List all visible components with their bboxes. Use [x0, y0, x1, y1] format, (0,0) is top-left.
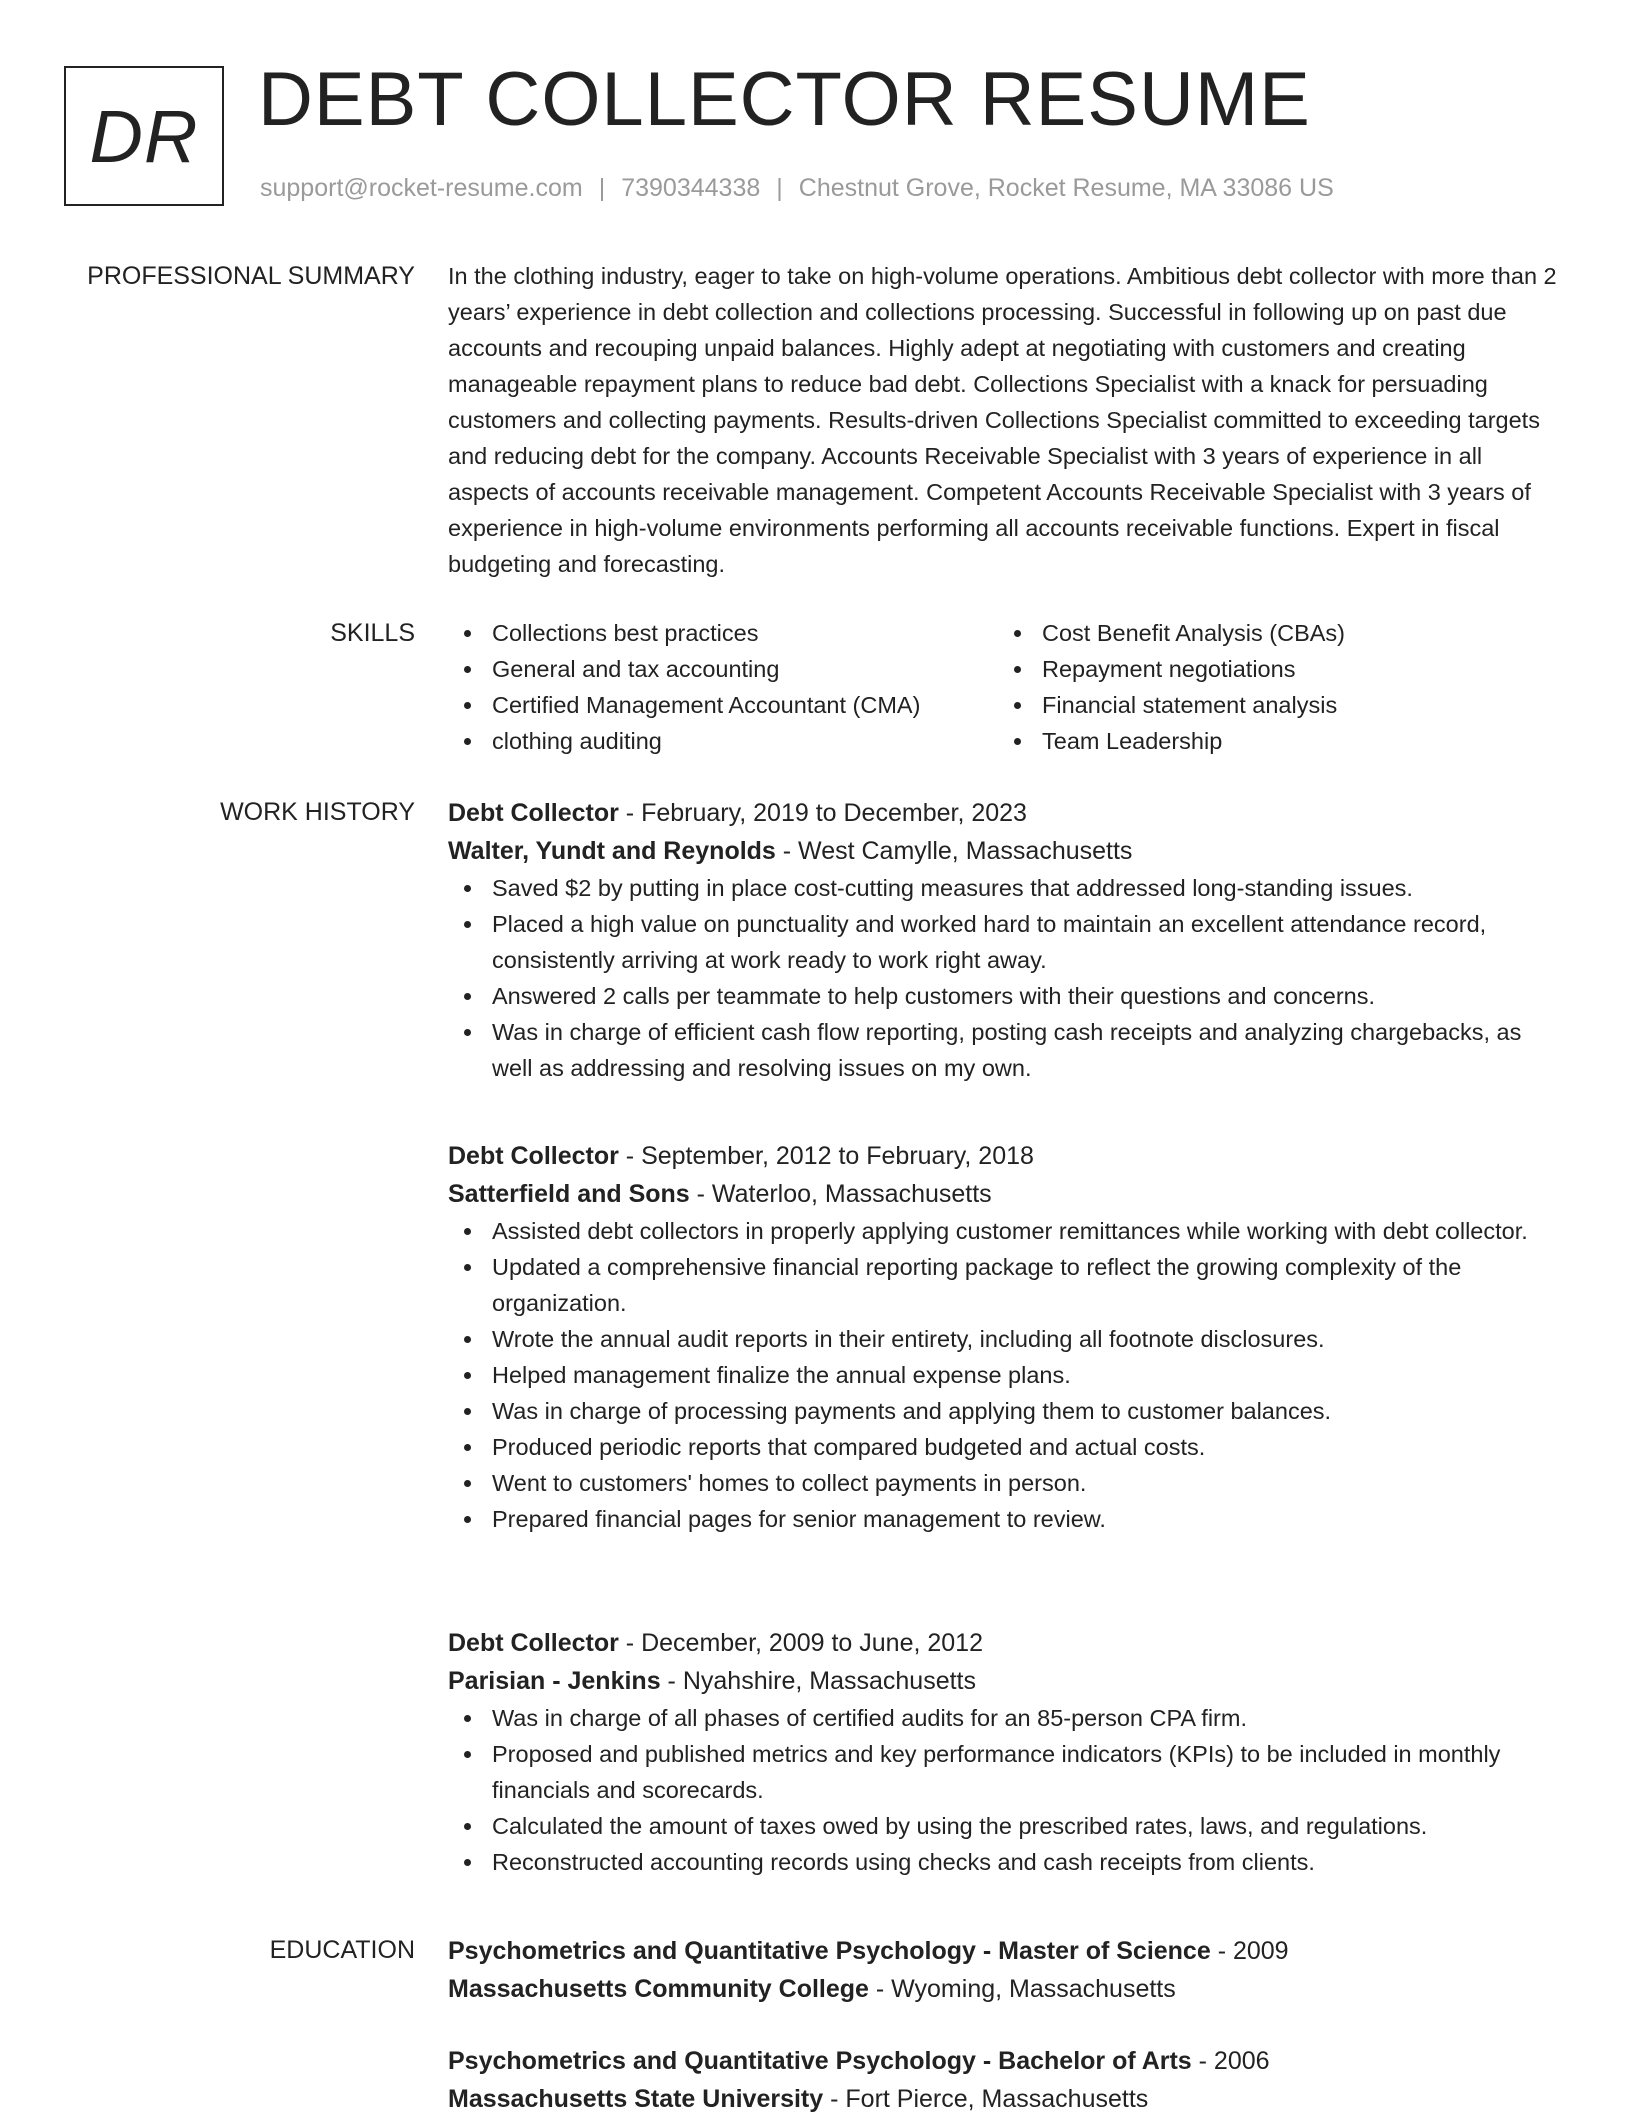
skill-item: General and tax accounting: [448, 651, 998, 687]
contact-line: [260, 174, 1334, 203]
skill-item: Cost Benefit Analysis (CBAs): [998, 615, 1548, 651]
skills-grid: [448, 615, 1568, 759]
job-duty: Calculated the amount of taxes owed by using the prescribed rates, laws, and regulations.: [448, 1808, 1568, 1844]
job-duty: Helped management finalize the annual expense plans.: [448, 1357, 1568, 1393]
job-location: - Nyahshire, Massachusetts: [660, 1667, 977, 1695]
job-dates: - September, 2012 to February, 2018: [618, 1142, 1034, 1170]
job-title: Debt Collector: [448, 1629, 619, 1657]
skill-item: Financial statement analysis: [998, 687, 1548, 723]
job-duty: Was in charge of efficient cash flow reporting, posting cash receipts and analyzing chargebacks, as well as addressing and resolving issues on my own.: [448, 1014, 1568, 1086]
job-company: Walter, Yundt and Reynolds: [448, 837, 776, 865]
page-title: DEBT COLLECTOR RESUME: [258, 57, 1311, 142]
summary-text: In the clothing industry, eager to take on high-volume operations. Ambitious debt collector with more than 2 years’ experience in debt collection and collections processing. Successful in following up on past due accounts and recouping unpaid balances. Highly adept at negotiating with customers and creating manageable repayment plans to reduce bad debt. Collections Specialist with a knack for persuading customers and collecting payments. Results-driven Collections Specialist committed to exceeding targets and reducing debt for the company. Accounts Receivable Specialist with 3 years of experience in all aspects of accounts receivable management. Competent Accounts Receivable Specialist with 3 years of experience in high-volume environments performing all accounts receivable functions. Expert in fiscal budgeting and forecasting.: [448, 263, 1557, 577]
skill-item: Certified Management Accountant (CMA): [448, 687, 998, 723]
education-entry: [448, 1932, 1568, 2008]
education-degree-line: [448, 1932, 1568, 1970]
job-duty: Reconstructed accounting records using checks and cash receipts from clients.: [448, 1844, 1568, 1880]
job-duties: [448, 1700, 1568, 1880]
job-duties: [448, 1213, 1568, 1537]
job-company-line: [448, 832, 1568, 870]
job-duty: Prepared financial pages for senior management to review.: [448, 1501, 1568, 1537]
monogram-logo: DR: [64, 66, 224, 206]
job-company: Parisian - Jenkins: [448, 1667, 661, 1695]
contact-phone: 7390344338: [621, 174, 761, 202]
skills-body: [448, 615, 1568, 759]
job-duty: Was in charge of all phases of certified audits for an 85-person CPA firm.: [448, 1700, 1568, 1736]
education-degree: Psychometrics and Quantitative Psychology - Bachelor of Arts: [448, 2047, 1192, 2075]
job-duty: Was in charge of processing payments and applying them to customer balances.: [448, 1393, 1568, 1429]
education-year: - 2006: [1191, 2047, 1270, 2075]
job-location: - Waterloo, Massachusetts: [689, 1180, 992, 1208]
job-company-line: [448, 1175, 1568, 1213]
job-duty: Assisted debt collectors in properly applying customer remittances while working with debt collector.: [448, 1213, 1568, 1249]
job-location: - West Camylle, Massachusetts: [775, 837, 1133, 865]
job-duty: Produced periodic reports that compared budgeted and actual costs.: [448, 1429, 1568, 1465]
job-duty: Updated a comprehensive financial reporting package to reflect the growing complexity of the organization.: [448, 1249, 1568, 1321]
job-dates: - December, 2009 to June, 2012: [618, 1629, 983, 1657]
job-duty: Went to customers' homes to collect payments in person.: [448, 1465, 1568, 1501]
skills-heading: SKILLS: [330, 619, 415, 647]
job-title-line: [448, 794, 1568, 832]
job-title-line: [448, 1137, 1568, 1175]
contact-address: Chestnut Grove, Rocket Resume, MA 33086 US: [798, 174, 1334, 202]
education-heading: EDUCATION: [269, 1936, 415, 1964]
education-school-line: [448, 2080, 1568, 2118]
job-duty: Answered 2 calls per teammate to help customers with their questions and concerns.: [448, 978, 1568, 1014]
job-title: Debt Collector: [448, 1142, 619, 1170]
education-school: Massachusetts State University: [448, 2085, 824, 2113]
work-history-heading: WORK HISTORY: [220, 798, 415, 826]
education-school: Massachusetts Community College: [448, 1975, 869, 2003]
skill-item: Team Leadership: [998, 723, 1548, 759]
job-company-line: [448, 1662, 1568, 1700]
education-school-line: [448, 1970, 1568, 2008]
contact-separator: |: [598, 174, 606, 202]
skill-item: Collections best practices: [448, 615, 998, 651]
summary-heading: PROFESSIONAL SUMMARY: [87, 262, 415, 290]
skill-item: clothing auditing: [448, 723, 998, 759]
education-entry: [448, 2042, 1568, 2118]
skills-column-right: [998, 615, 1548, 759]
job-duties: [448, 870, 1568, 1086]
job-duty: Placed a high value on punctuality and worked hard to maintain an excellent attendance record, consistently arriving at work ready to work right away.: [448, 906, 1568, 978]
education-year: - 2009: [1210, 1937, 1289, 1965]
job-entry: [448, 1137, 1568, 1537]
contact-email: support@rocket-resume.com: [260, 174, 583, 202]
education-location: - Wyoming, Massachusetts: [868, 1975, 1176, 2003]
education-degree: Psychometrics and Quantitative Psychology - Master of Science: [448, 1937, 1211, 1965]
job-entry: [448, 1624, 1568, 1880]
skill-item: Repayment negotiations: [998, 651, 1548, 687]
education-location: - Fort Pierce, Massachusetts: [823, 2085, 1149, 2113]
job-dates: - February, 2019 to December, 2023: [618, 799, 1027, 827]
skills-column-left: [448, 615, 998, 759]
job-entry: [448, 794, 1568, 1086]
job-duty: Wrote the annual audit reports in their entirety, including all footnote disclosures.: [448, 1321, 1568, 1357]
job-title: Debt Collector: [448, 799, 619, 827]
job-duty: Saved $2 by putting in place cost-cutting measures that addressed long-standing issues.: [448, 870, 1568, 906]
contact-separator: |: [776, 174, 783, 202]
summary-body: [448, 258, 1568, 582]
job-duty: Proposed and published metrics and key performance indicators (KPIs) to be included in monthly financials and scorecards.: [448, 1736, 1568, 1808]
job-title-line: [448, 1624, 1568, 1662]
education-degree-line: [448, 2042, 1568, 2080]
job-company: Satterfield and Sons: [448, 1180, 690, 1208]
